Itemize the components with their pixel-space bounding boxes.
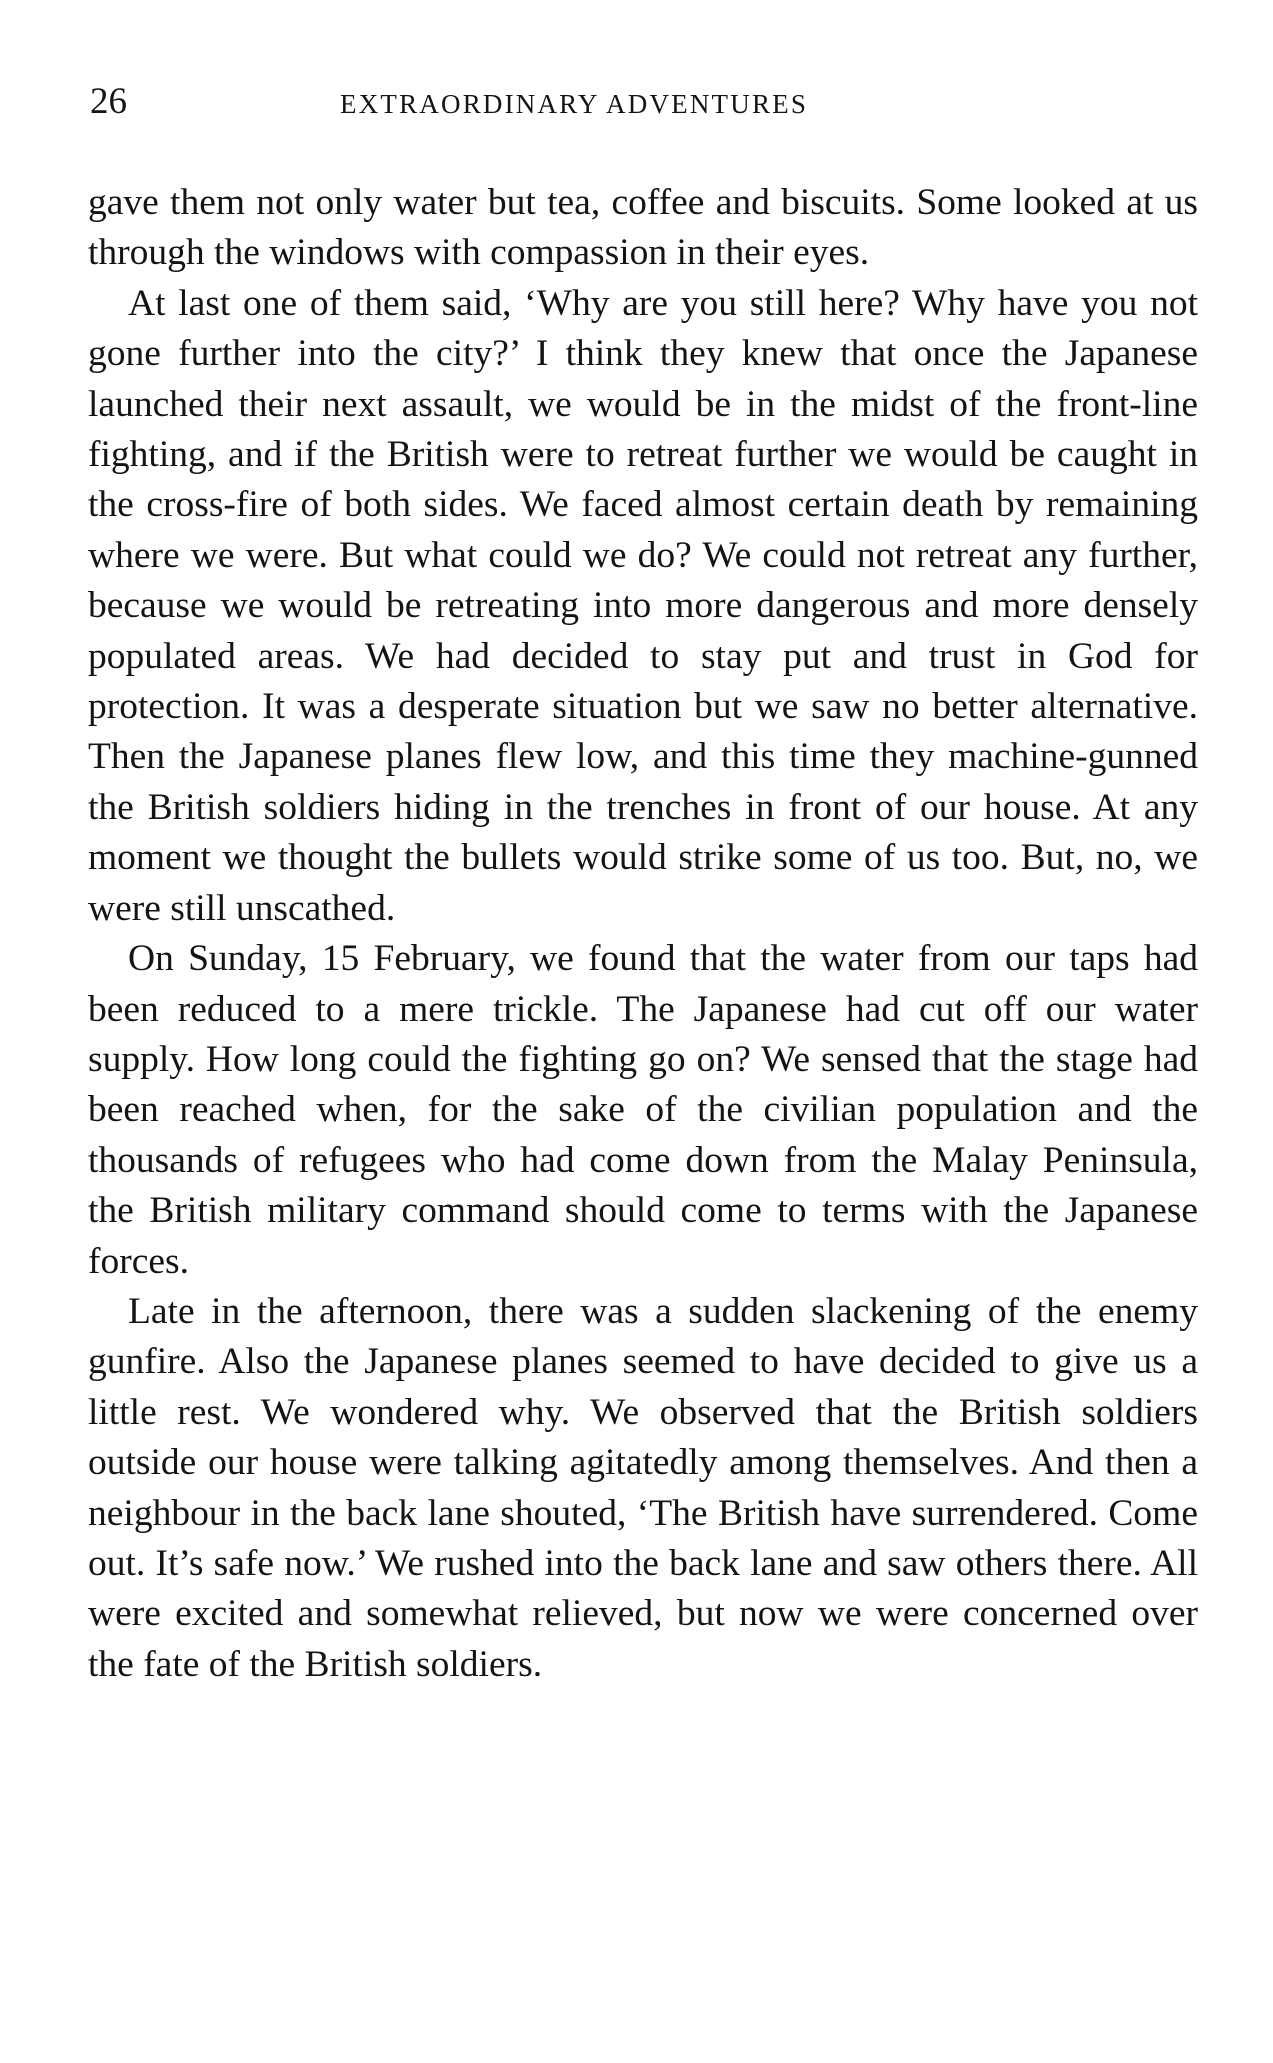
- paragraph-continued: gave them not only water but tea, coffee and biscuits. Some looked at us through the windows with compassion in their eyes.: [88, 182, 1198, 274]
- page-number: 26: [90, 81, 127, 122]
- paragraph: Late in the afternoon, there was a sudden slackening of the enemy gunfire. Also the Japanese planes seemed to have decided to give us a little rest. We wondered why. We observed that the British soldiers outside our house were talking agitatedly among themselves. And then a neighbour in the back lane shouted, ‘The British have surrendered. Come out. It’s safe now.’ We rushed into the back lane and saw others there. All were excited and somewhat relieved, but now we were concerned over the fate of the British soldiers.: [88, 1290, 1198, 1685]
- running-head-title: EXTRAORDINARY ADVENTURES: [340, 89, 809, 119]
- body-text: [88, 178, 1198, 1690]
- paragraph: At last one of them said, ‘Why are you still here? Why have you not gone further into the city?’ I think they knew that once the Japanese launched their next assault, we would be in the midst of the front-line fighting, and if the British were to retreat further we would be caught in the cross-fire of both sides. We faced almost certain death by remaining where we were. But what could we do? We could not retreat any further, because we would be retreating into more dangerous and more densely populated areas. We had decided to stay put and trust in God for protection. It was a desperate situation but we saw no better alternative. Then the Japanese planes flew low, and this time they machine-gunned the British soldiers hiding in the trenches in front of our house. At any moment we thought the bullets would strike some of us too. But, no, we were still unscathed.: [88, 282, 1198, 929]
- paragraph: On Sunday, 15 February, we found that the water from our taps had been reduced to a mere trickle. The Japanese had cut off our water supply. How long could the fighting go on? We sensed that the stage had been reached when, for the sake of the civilian population and the thousands of refugees who had come down from the Malay Peninsula, the British military command should come to terms with the Japanese forces.: [88, 938, 1198, 1282]
